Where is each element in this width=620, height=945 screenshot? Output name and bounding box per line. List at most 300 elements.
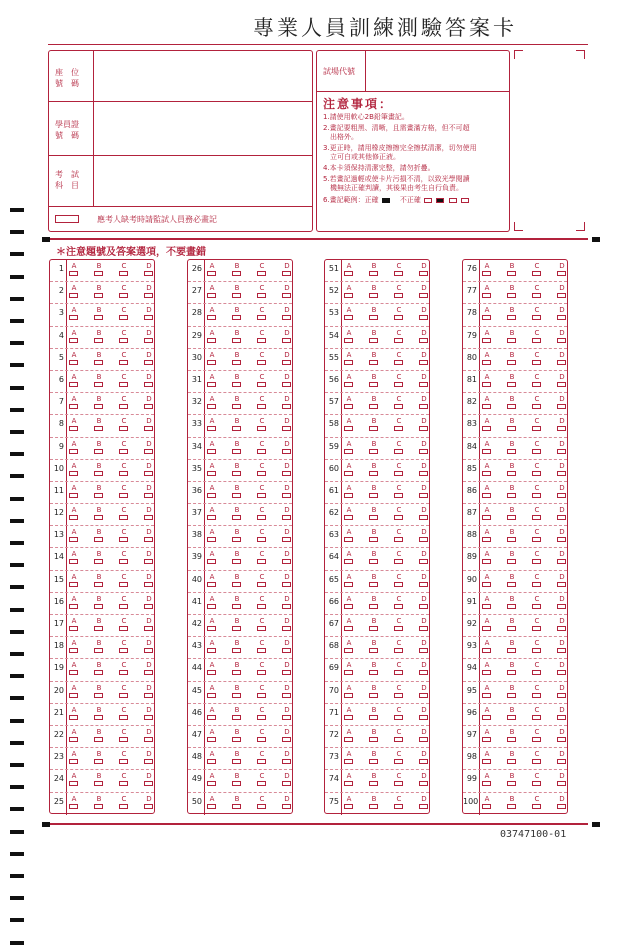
answer-option-a[interactable] [482,706,496,724]
answer-option-d[interactable] [557,684,571,702]
answer-option-b[interactable] [369,484,383,502]
answer-bubble[interactable] [532,626,541,631]
answer-option-a[interactable] [69,351,83,369]
answer-bubble[interactable] [394,382,403,387]
answer-bubble[interactable] [144,626,153,631]
answer-bubble[interactable] [282,271,291,276]
answer-bubble[interactable] [532,715,541,720]
answer-bubble[interactable] [207,471,216,476]
answer-option-c[interactable] [394,484,408,502]
answer-bubble[interactable] [232,404,241,409]
answer-bubble[interactable] [394,604,403,609]
answer-option-d[interactable] [557,728,571,746]
answer-bubble[interactable] [94,315,103,320]
answer-bubble[interactable] [369,426,378,431]
answer-bubble[interactable] [257,338,266,343]
answer-option-c[interactable] [119,595,133,613]
answer-bubble[interactable] [282,626,291,631]
answer-bubble[interactable] [482,426,491,431]
answer-bubble[interactable] [532,315,541,320]
answer-bubble[interactable] [232,648,241,653]
answer-option-b[interactable] [369,617,383,635]
answer-option-b[interactable] [232,772,246,790]
answer-bubble[interactable] [532,559,541,564]
answer-bubble[interactable] [557,360,566,365]
answer-option-d[interactable] [144,351,158,369]
answer-option-d[interactable] [282,373,296,391]
answer-option-c[interactable] [257,550,271,568]
answer-option-b[interactable] [369,706,383,724]
answer-bubble[interactable] [482,471,491,476]
answer-option-b[interactable] [507,506,521,524]
answer-bubble[interactable] [282,404,291,409]
answer-bubble[interactable] [69,426,78,431]
answer-option-a[interactable] [207,440,221,458]
answer-option-b[interactable] [232,595,246,613]
answer-option-a[interactable] [344,772,358,790]
answer-bubble[interactable] [94,360,103,365]
answer-bubble[interactable] [507,493,516,498]
answer-bubble[interactable] [94,648,103,653]
answer-option-a[interactable] [69,329,83,347]
answer-option-b[interactable] [369,639,383,657]
answer-option-d[interactable] [419,351,433,369]
answer-bubble[interactable] [144,693,153,698]
answer-option-c[interactable] [532,706,546,724]
answer-option-d[interactable] [282,528,296,546]
answer-bubble[interactable] [344,804,353,809]
answer-option-d[interactable] [282,284,296,302]
answer-bubble[interactable] [282,493,291,498]
answer-bubble[interactable] [482,293,491,298]
answer-bubble[interactable] [282,759,291,764]
answer-option-d[interactable] [419,639,433,657]
answer-option-a[interactable] [482,795,496,813]
answer-option-a[interactable] [482,351,496,369]
answer-option-c[interactable] [119,550,133,568]
answer-bubble[interactable] [419,293,428,298]
answer-bubble[interactable] [282,582,291,587]
answer-bubble[interactable] [344,426,353,431]
answer-bubble[interactable] [344,559,353,564]
answer-bubble[interactable] [557,515,566,520]
answer-bubble[interactable] [69,626,78,631]
answer-option-a[interactable] [482,772,496,790]
answer-option-c[interactable] [119,528,133,546]
answer-option-c[interactable] [119,395,133,413]
answer-bubble[interactable] [207,582,216,587]
answer-bubble[interactable] [507,759,516,764]
answer-bubble[interactable] [344,404,353,409]
answer-option-d[interactable] [557,706,571,724]
answer-option-d[interactable] [419,528,433,546]
answer-option-a[interactable] [69,795,83,813]
answer-bubble[interactable] [282,471,291,476]
answer-option-b[interactable] [369,506,383,524]
answer-bubble[interactable] [207,382,216,387]
answer-bubble[interactable] [419,360,428,365]
answer-option-a[interactable] [207,462,221,480]
answer-bubble[interactable] [369,404,378,409]
answer-option-d[interactable] [557,306,571,324]
answer-bubble[interactable] [532,515,541,520]
answer-option-c[interactable] [532,440,546,458]
answer-option-b[interactable] [94,373,108,391]
answer-bubble[interactable] [207,360,216,365]
answer-bubble[interactable] [94,493,103,498]
answer-bubble[interactable] [419,537,428,542]
answer-bubble[interactable] [282,804,291,809]
answer-bubble[interactable] [394,715,403,720]
answer-option-a[interactable] [207,262,221,280]
answer-bubble[interactable] [369,515,378,520]
answer-bubble[interactable] [394,515,403,520]
answer-option-c[interactable] [257,506,271,524]
answer-option-b[interactable] [507,772,521,790]
answer-option-b[interactable] [94,706,108,724]
answer-option-a[interactable] [344,684,358,702]
answer-bubble[interactable] [419,582,428,587]
answer-option-c[interactable] [532,351,546,369]
answer-option-a[interactable] [207,684,221,702]
answer-bubble[interactable] [394,781,403,786]
answer-bubble[interactable] [144,715,153,720]
answer-option-c[interactable] [257,706,271,724]
answer-option-d[interactable] [282,462,296,480]
answer-bubble[interactable] [419,648,428,653]
answer-option-c[interactable] [119,351,133,369]
answer-bubble[interactable] [69,293,78,298]
answer-bubble[interactable] [557,604,566,609]
answer-option-d[interactable] [144,617,158,635]
answer-bubble[interactable] [94,515,103,520]
answer-bubble[interactable] [144,404,153,409]
answer-bubble[interactable] [482,315,491,320]
answer-bubble[interactable] [144,471,153,476]
answer-bubble[interactable] [144,670,153,675]
answer-option-d[interactable] [557,595,571,613]
answer-option-b[interactable] [232,306,246,324]
answer-option-a[interactable] [207,617,221,635]
answer-bubble[interactable] [232,426,241,431]
answer-bubble[interactable] [144,604,153,609]
answer-bubble[interactable] [207,737,216,742]
answer-option-c[interactable] [394,306,408,324]
answer-bubble[interactable] [119,759,128,764]
answer-option-a[interactable] [207,795,221,813]
answer-bubble[interactable] [257,515,266,520]
answer-option-a[interactable] [207,484,221,502]
answer-option-b[interactable] [94,306,108,324]
answer-bubble[interactable] [69,804,78,809]
answer-bubble[interactable] [507,559,516,564]
answer-option-d[interactable] [419,506,433,524]
answer-option-a[interactable] [207,417,221,435]
answer-bubble[interactable] [257,693,266,698]
answer-option-c[interactable] [119,306,133,324]
answer-option-d[interactable] [282,595,296,613]
answer-option-c[interactable] [119,440,133,458]
answer-bubble[interactable] [557,715,566,720]
answer-option-d[interactable] [419,484,433,502]
answer-option-a[interactable] [482,661,496,679]
answer-bubble[interactable] [344,582,353,587]
answer-option-d[interactable] [282,617,296,635]
answer-option-d[interactable] [144,728,158,746]
answer-option-b[interactable] [232,528,246,546]
answer-option-d[interactable] [144,306,158,324]
answer-bubble[interactable] [394,537,403,542]
answer-bubble[interactable] [557,537,566,542]
answer-bubble[interactable] [557,559,566,564]
answer-option-d[interactable] [557,573,571,591]
answer-bubble[interactable] [69,693,78,698]
answer-bubble[interactable] [94,293,103,298]
answer-option-c[interactable] [394,462,408,480]
answer-option-d[interactable] [557,351,571,369]
answer-bubble[interactable] [507,804,516,809]
answer-bubble[interactable] [507,382,516,387]
answer-option-c[interactable] [394,550,408,568]
answer-bubble[interactable] [257,715,266,720]
answer-option-a[interactable] [69,706,83,724]
answer-option-c[interactable] [532,395,546,413]
answer-bubble[interactable] [344,537,353,542]
answer-option-c[interactable] [257,329,271,347]
answer-bubble[interactable] [507,781,516,786]
answer-option-b[interactable] [232,706,246,724]
answer-option-a[interactable] [344,484,358,502]
answer-bubble[interactable] [482,737,491,742]
answer-bubble[interactable] [282,781,291,786]
answer-option-d[interactable] [557,506,571,524]
answer-bubble[interactable] [282,670,291,675]
answer-option-b[interactable] [507,661,521,679]
answer-bubble[interactable] [144,582,153,587]
answer-option-d[interactable] [282,684,296,702]
answer-option-a[interactable] [482,484,496,502]
answer-option-c[interactable] [394,573,408,591]
answer-option-c[interactable] [119,573,133,591]
answer-option-d[interactable] [282,795,296,813]
answer-option-c[interactable] [257,617,271,635]
answer-option-d[interactable] [144,484,158,502]
answer-bubble[interactable] [232,626,241,631]
answer-option-c[interactable] [119,462,133,480]
answer-bubble[interactable] [257,271,266,276]
answer-option-d[interactable] [557,639,571,657]
answer-bubble[interactable] [344,338,353,343]
answer-option-d[interactable] [144,329,158,347]
answer-bubble[interactable] [282,559,291,564]
answer-option-c[interactable] [532,772,546,790]
answer-bubble[interactable] [482,759,491,764]
answer-option-d[interactable] [419,595,433,613]
answer-bubble[interactable] [232,382,241,387]
answer-option-c[interactable] [257,462,271,480]
answer-option-d[interactable] [144,440,158,458]
answer-option-a[interactable] [482,373,496,391]
answer-bubble[interactable] [119,493,128,498]
answer-bubble[interactable] [419,515,428,520]
answer-bubble[interactable] [119,781,128,786]
answer-option-b[interactable] [369,750,383,768]
answer-bubble[interactable] [344,293,353,298]
answer-bubble[interactable] [532,759,541,764]
answer-bubble[interactable] [94,804,103,809]
answer-option-a[interactable] [207,639,221,657]
answer-option-b[interactable] [507,639,521,657]
answer-option-b[interactable] [232,750,246,768]
answer-option-a[interactable] [344,373,358,391]
answer-bubble[interactable] [282,693,291,698]
answer-bubble[interactable] [207,515,216,520]
answer-bubble[interactable] [144,648,153,653]
answer-bubble[interactable] [369,670,378,675]
answer-bubble[interactable] [394,493,403,498]
answer-bubble[interactable] [369,271,378,276]
answer-bubble[interactable] [69,271,78,276]
answer-option-b[interactable] [507,462,521,480]
answer-bubble[interactable] [69,737,78,742]
answer-option-a[interactable] [344,617,358,635]
answer-bubble[interactable] [207,804,216,809]
answer-bubble[interactable] [119,471,128,476]
answer-option-a[interactable] [207,706,221,724]
answer-bubble[interactable] [94,604,103,609]
answer-option-b[interactable] [94,284,108,302]
answer-bubble[interactable] [207,449,216,454]
answer-bubble[interactable] [557,781,566,786]
answer-bubble[interactable] [119,804,128,809]
answer-option-a[interactable] [344,573,358,591]
answer-bubble[interactable] [507,670,516,675]
answer-bubble[interactable] [344,626,353,631]
answer-bubble[interactable] [257,559,266,564]
answer-bubble[interactable] [257,604,266,609]
answer-bubble[interactable] [232,293,241,298]
answer-option-d[interactable] [419,462,433,480]
answer-option-d[interactable] [557,440,571,458]
answer-option-c[interactable] [394,728,408,746]
answer-option-d[interactable] [419,573,433,591]
answer-bubble[interactable] [482,338,491,343]
answer-bubble[interactable] [94,759,103,764]
answer-bubble[interactable] [394,559,403,564]
answer-option-a[interactable] [69,417,83,435]
answer-bubble[interactable] [532,293,541,298]
answer-option-b[interactable] [232,617,246,635]
answer-bubble[interactable] [232,781,241,786]
answer-option-b[interactable] [507,417,521,435]
answer-option-a[interactable] [344,639,358,657]
answer-option-c[interactable] [532,750,546,768]
answer-bubble[interactable] [344,315,353,320]
answer-option-a[interactable] [482,728,496,746]
answer-option-b[interactable] [94,395,108,413]
answer-bubble[interactable] [482,449,491,454]
answer-bubble[interactable] [369,804,378,809]
answer-option-b[interactable] [507,706,521,724]
answer-bubble[interactable] [144,804,153,809]
answer-option-a[interactable] [344,440,358,458]
answer-bubble[interactable] [144,449,153,454]
answer-bubble[interactable] [419,604,428,609]
answer-bubble[interactable] [532,404,541,409]
answer-option-a[interactable] [482,262,496,280]
answer-option-a[interactable] [344,417,358,435]
answer-option-a[interactable] [69,395,83,413]
answer-bubble[interactable] [69,449,78,454]
answer-option-d[interactable] [282,550,296,568]
answer-bubble[interactable] [344,515,353,520]
answer-option-b[interactable] [507,595,521,613]
answer-option-c[interactable] [394,595,408,613]
answer-option-d[interactable] [557,661,571,679]
answer-option-b[interactable] [507,550,521,568]
answer-bubble[interactable] [144,360,153,365]
answer-option-d[interactable] [419,373,433,391]
answer-bubble[interactable] [507,515,516,520]
answer-option-b[interactable] [369,595,383,613]
answer-option-b[interactable] [94,440,108,458]
answer-option-a[interactable] [482,306,496,324]
answer-bubble[interactable] [69,404,78,409]
answer-bubble[interactable] [557,293,566,298]
answer-bubble[interactable] [394,449,403,454]
answer-bubble[interactable] [419,315,428,320]
answer-bubble[interactable] [482,404,491,409]
answer-option-b[interactable] [232,373,246,391]
answer-bubble[interactable] [257,471,266,476]
answer-bubble[interactable] [69,781,78,786]
answer-option-a[interactable] [69,550,83,568]
answer-option-d[interactable] [557,373,571,391]
answer-bubble[interactable] [344,604,353,609]
answer-option-c[interactable] [257,772,271,790]
answer-option-d[interactable] [419,417,433,435]
answer-option-a[interactable] [207,573,221,591]
answer-bubble[interactable] [207,693,216,698]
answer-bubble[interactable] [232,693,241,698]
answer-bubble[interactable] [69,515,78,520]
answer-option-d[interactable] [144,395,158,413]
answer-bubble[interactable] [344,693,353,698]
answer-option-b[interactable] [507,351,521,369]
answer-option-d[interactable] [144,528,158,546]
answer-bubble[interactable] [394,693,403,698]
answer-bubble[interactable] [207,604,216,609]
answer-bubble[interactable] [419,626,428,631]
answer-option-c[interactable] [119,795,133,813]
answer-option-c[interactable] [257,417,271,435]
answer-option-d[interactable] [557,617,571,635]
answer-option-a[interactable] [482,617,496,635]
answer-option-d[interactable] [282,750,296,768]
answer-option-b[interactable] [369,373,383,391]
answer-option-a[interactable] [69,528,83,546]
answer-option-c[interactable] [394,373,408,391]
answer-option-a[interactable] [482,750,496,768]
answer-option-a[interactable] [482,440,496,458]
answer-option-d[interactable] [282,639,296,657]
answer-bubble[interactable] [94,271,103,276]
answer-option-d[interactable] [557,395,571,413]
answer-option-c[interactable] [532,795,546,813]
answer-option-b[interactable] [94,750,108,768]
answer-option-d[interactable] [557,417,571,435]
answer-bubble[interactable] [232,471,241,476]
